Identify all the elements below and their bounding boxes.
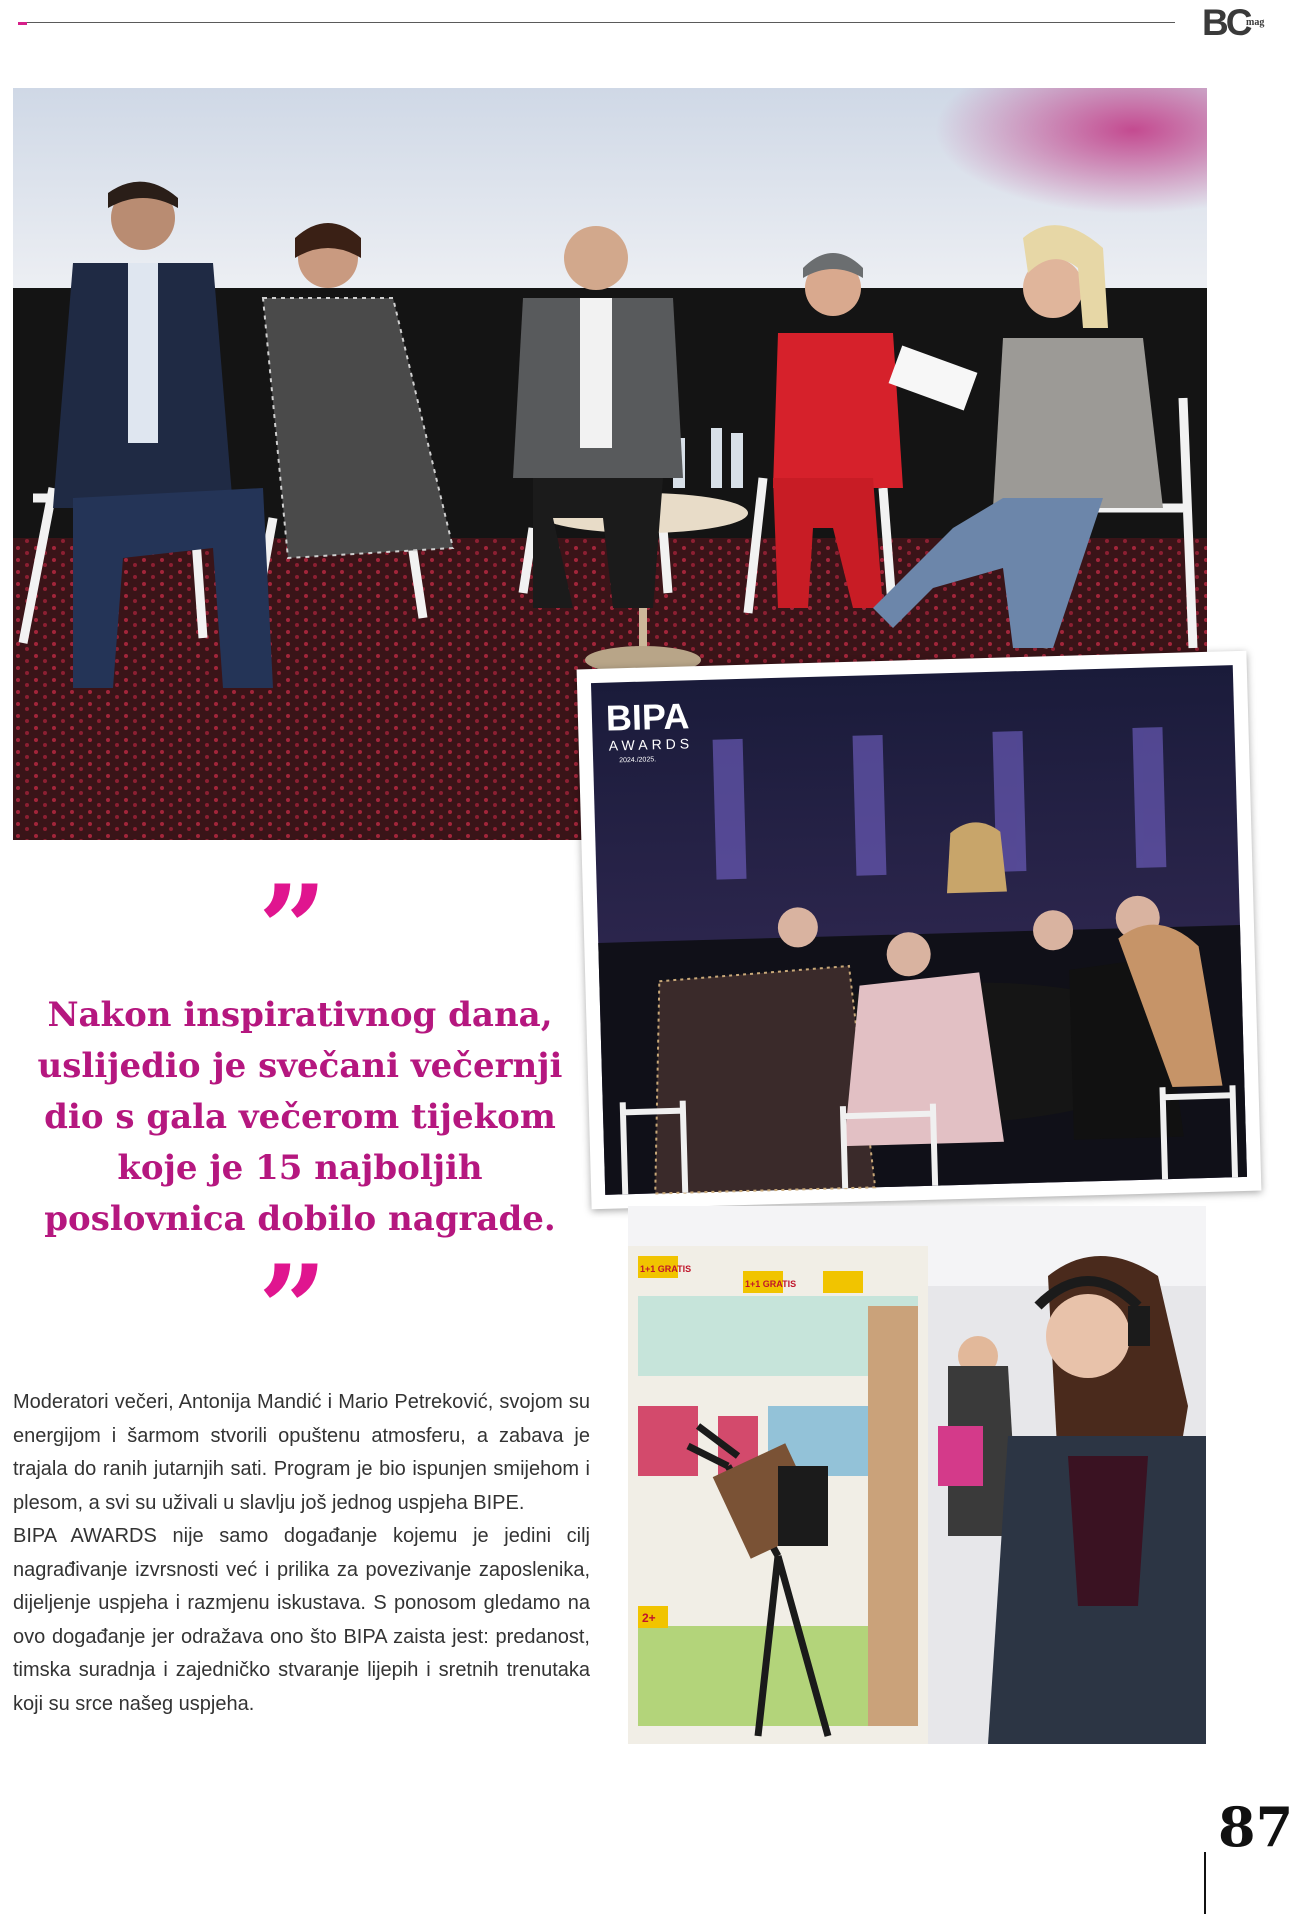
bipa-awards-logo-subtitle: AWARDS xyxy=(608,735,694,754)
gala-dinner-photo xyxy=(577,651,1262,1209)
logo-sub-text: mag xyxy=(1246,17,1265,28)
bc-mag-logo xyxy=(1202,2,1272,48)
logo-main-text: BC xyxy=(1202,2,1250,43)
article-body xyxy=(13,1386,590,1721)
bipa-awards-logo-years: 2024./2025. xyxy=(619,756,657,765)
header-rule xyxy=(18,22,1175,23)
quote-close-mark: ” xyxy=(258,1239,328,1380)
store-price-tag-2: 1+1 GRATIS xyxy=(745,1279,797,1289)
header-accent-mark xyxy=(18,22,27,25)
store-price-tag-1: 1+1 GRATIS xyxy=(640,1264,692,1274)
store-camera-photo xyxy=(628,1206,1206,1744)
quote-open-mark: ” xyxy=(258,859,328,1000)
store-price-tag-3: 2+ xyxy=(642,1611,656,1625)
pull-quote: Nakon inspirativnog dana, uslijedio je svečani večernji dio s gala večerom tijekom koje je 15 najboljih poslovnica dobilo nagrade. xyxy=(37,995,563,1239)
body-paragraph-2: BIPA AWARDS nije samo događanje kojemu je jedini cilj nagrađivanje izvrsnosti već i prilika za povezivanje zaposlenika, dijeljenje uspjeha i razmjenu iskustava. S ponosom gledamo na ovo događanje jer odražava ono što BIPA zaista jest: predanost, timska suradnja i zajedničko stvaranje lijepih i sretnih trenutaka koji su srce našeg uspjeha. xyxy=(13,1525,590,1715)
page-number-rule xyxy=(1204,1852,1206,1914)
page-number: 87 xyxy=(1218,1795,1293,1859)
bipa-awards-logo-title: BIPA xyxy=(605,695,690,739)
body-paragraph-1: Moderatori večeri, Antonija Mandić i Mario Petreković, svojom su energijom i šarmom stvorili opuštenu atmosferu, a zabava je trajala do ranih jutarnjih sati. Program je bio ispunjen smijehom i plesom, a svi su uživali u slavlju još jednog uspjeha BIPE. xyxy=(13,1391,590,1514)
